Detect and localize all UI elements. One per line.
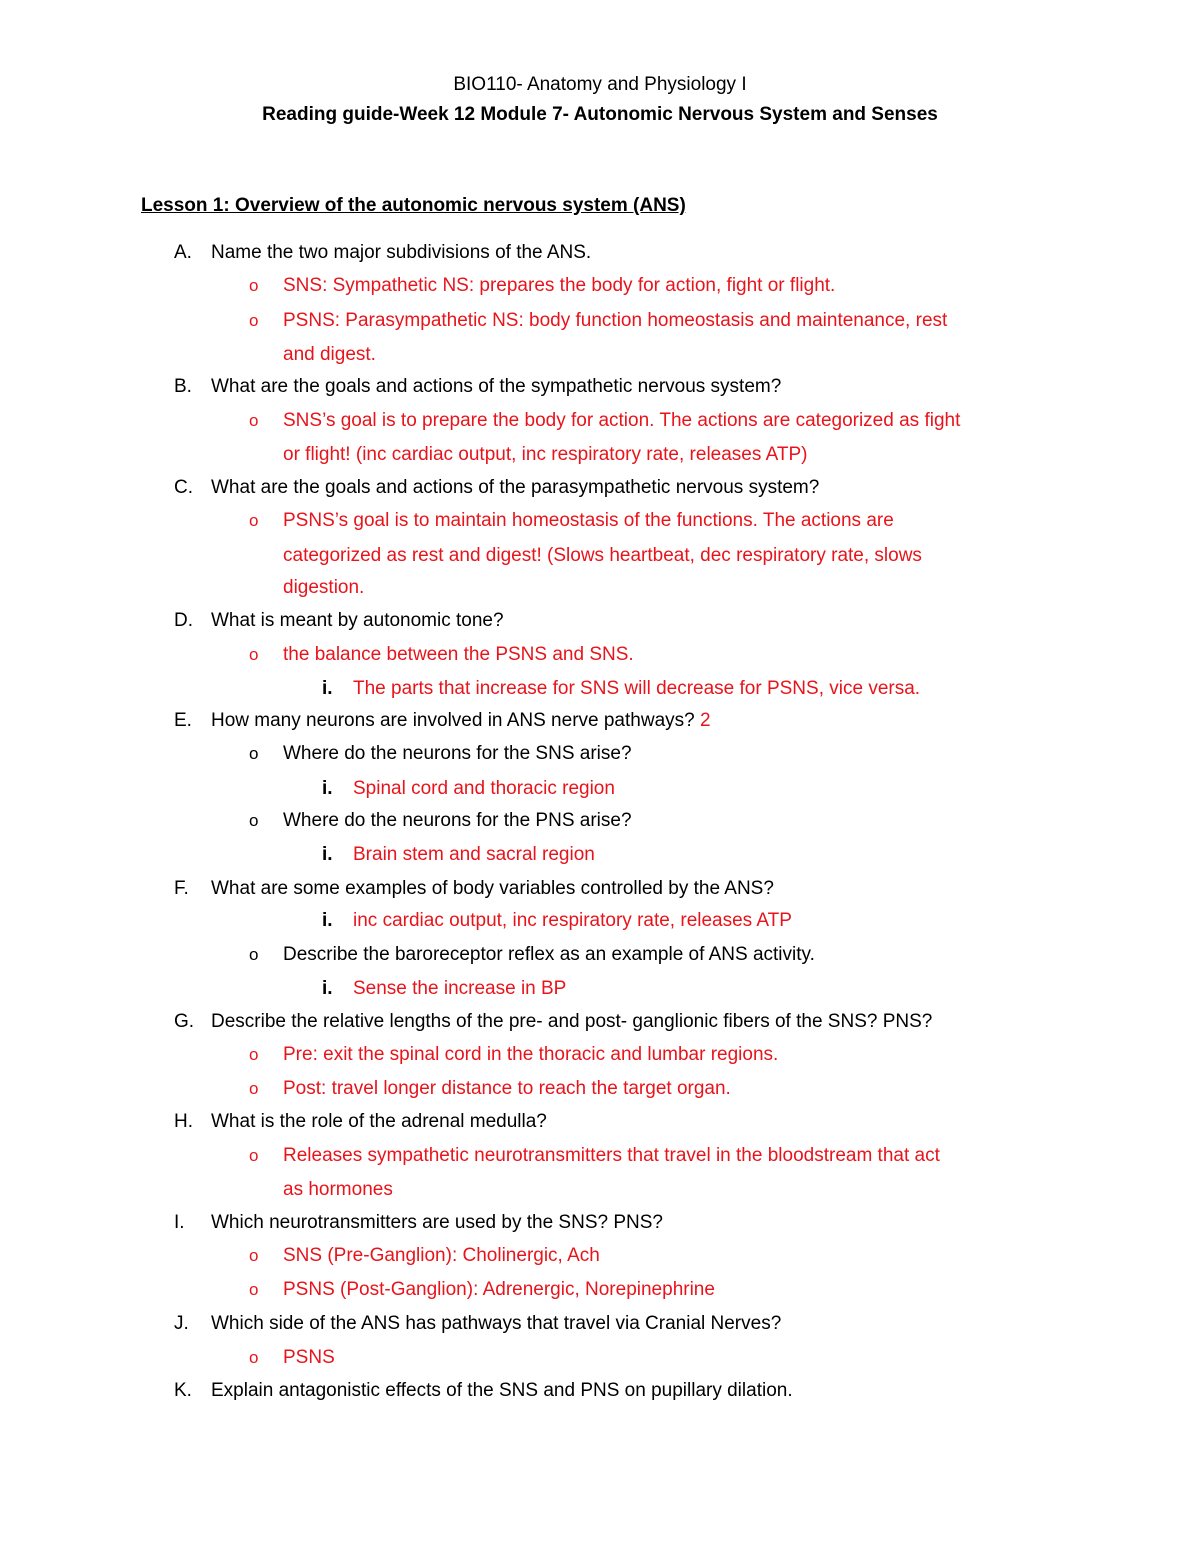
answer-text: Brain stem and sacral region [353,844,595,865]
bullet-marker: o [249,411,259,430]
item-label: E. [174,710,192,731]
item-label: F. [174,878,189,899]
item-label: C. [174,477,193,498]
question-text: Which neurotransmitters are used by the SNS? PNS? [211,1212,663,1233]
roman-marker: i. [322,910,333,931]
answer-text: Sense the increase in BP [353,978,567,999]
bullet-marker: o [249,276,259,295]
bullet-marker: o [249,511,259,530]
question-text: What are the goals and actions of the parasympathetic nervous system? [211,477,820,498]
course-title: BIO110- Anatomy and Physiology I [453,74,747,95]
item-label: K. [174,1380,192,1401]
answer-text: PSNS [283,1347,335,1368]
roman-marker: i. [322,778,333,799]
answer-text: PSNS: Parasympathetic NS: body function homeostasis and maintenance, rest [283,310,948,331]
bullet-marker: o [249,1045,259,1064]
answer-text: Post: travel longer distance to reach the target organ. [283,1078,731,1099]
sub-question: Where do the neurons for the SNS arise? [283,743,632,764]
item-label: B. [174,376,192,397]
answer-text: PSNS (Post-Ganglion): Adrenergic, Norepinephrine [283,1279,715,1300]
bullet-marker: o [249,811,259,830]
answer-text: the balance between the PSNS and SNS. [283,644,634,665]
bullet-marker: o [249,1079,259,1098]
answer-text: categorized as rest and digest! (Slows heartbeat, dec respiratory rate, slows [283,545,922,566]
bullet-marker: o [249,744,259,763]
item-label: J. [174,1313,189,1334]
question-text: What is meant by autonomic tone? [211,610,504,631]
answer-text: and digest. [283,344,376,365]
question-text [211,708,711,734]
item-label: I. [174,1212,185,1233]
question-stem: How many neurons are involved in ANS nerve pathways? [211,710,695,731]
roman-marker: i. [322,844,333,865]
item-label: H. [174,1111,193,1132]
answer-text: Releases sympathetic neurotransmitters that travel in the bloodstream that act [283,1145,940,1166]
bullet-marker: o [249,1246,259,1265]
roman-marker: i. [322,678,333,699]
question-text: What are some examples of body variables controlled by the ANS? [211,878,774,899]
guide-title: Reading guide-Week 12 Module 7- Autonomic Nervous System and Senses [262,104,938,125]
answer-text: inc cardiac output, inc respiratory rate, releases ATP [353,910,792,931]
question-text: Describe the relative lengths of the pre- and post- ganglionic fibers of the SNS? PNS? [211,1011,933,1032]
bullet-marker: o [249,1146,259,1165]
bullet-marker: o [249,945,259,964]
answer-text: The parts that increase for SNS will decrease for PSNS, vice versa. [353,678,921,699]
question-text: Which side of the ANS has pathways that travel via Cranial Nerves? [211,1313,782,1334]
bullet-marker: o [249,1348,259,1367]
answer-text: digestion. [283,577,365,598]
sub-question: Describe the baroreceptor reflex as an example of ANS activity. [283,944,815,965]
question-text: What are the goals and actions of the sympathetic nervous system? [211,376,782,397]
bullet-marker: o [249,645,259,664]
answer-text: Spinal cord and thoracic region [353,778,615,799]
answer-text: as hormones [283,1179,393,1200]
inline-answer: 2 [699,710,711,731]
question-text: What is the role of the adrenal medulla? [211,1111,547,1132]
answer-text: or flight! (inc cardiac output, inc respiratory rate, releases ATP) [283,444,808,465]
answer-text: SNS: Sympathetic NS: prepares the body for action, fight or flight. [283,275,836,296]
answer-text: SNS (Pre-Ganglion): Cholinergic, Ach [283,1245,600,1266]
answer-text: SNS’s goal is to prepare the body for action. The actions are categorized as fight [283,410,961,431]
item-label: A. [174,242,192,263]
item-label: D. [174,610,193,631]
answer-text: PSNS’s goal is to maintain homeostasis of the functions. The actions are [283,510,894,531]
sub-question: Where do the neurons for the PNS arise? [283,810,632,831]
answer-text: Pre: exit the spinal cord in the thoracic and lumbar regions. [283,1044,779,1065]
lesson-heading: Lesson 1: Overview of the autonomic nervous system (ANS) [141,195,686,216]
roman-marker: i. [322,978,333,999]
bullet-marker: o [249,1280,259,1299]
bullet-marker: o [249,311,259,330]
question-text: Name the two major subdivisions of the ANS. [211,242,592,263]
item-label: G. [174,1011,195,1032]
question-text: Explain antagonistic effects of the SNS and PNS on pupillary dilation. [211,1380,793,1401]
